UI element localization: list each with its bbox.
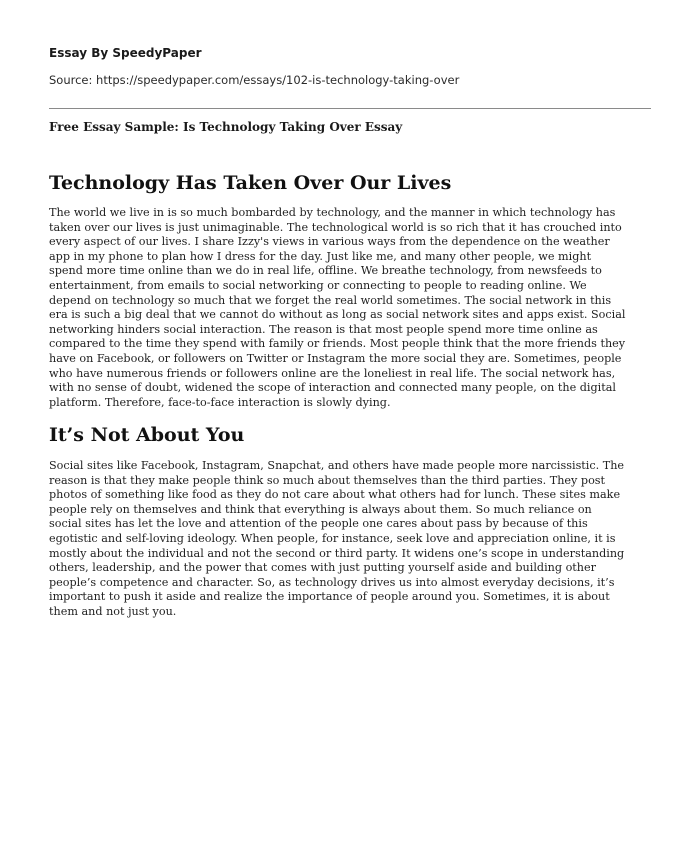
paragraph-line: them and not just you. xyxy=(49,604,177,618)
paragraph-line: compared to the time they spend with family or friends. Most people think that the more friends they xyxy=(49,337,626,351)
paragraph-line: with no sense of doubt, widened the scope of interaction and connected many people, on the digital xyxy=(49,381,616,395)
paragraph-line: who have numerous friends or followers online are the loneliest in real life. The social network has, xyxy=(49,366,616,380)
section-paragraph-not-about-you xyxy=(49,459,655,620)
paragraph-line: every aspect of our lives. I share Izzy's views in various ways from the dependence on the weather xyxy=(49,235,610,249)
paragraph-line: others, leadership, and the power that comes with just putting yourself aside and building other xyxy=(49,561,596,575)
paragraph-line: mostly about the individual and not the second or third party. It widens one’s scope in understanding xyxy=(49,546,625,560)
paragraph-line: taken over our lives is just unimaginable. The technological world is so rich that it has crouched into xyxy=(49,220,622,234)
paragraph-line: reason is that they make people think so much about themselves than the third parties. They post xyxy=(49,473,606,487)
paragraph-line: app in my phone to plan how I dress for the day. Just like me, and many other people, we might xyxy=(49,249,592,263)
paragraph-line: depend on technology so much that we forget the real world sometimes. The social network in this xyxy=(49,293,612,307)
paragraph-line: The world we live in is so much bombarded by technology, and the manner in which technology has xyxy=(49,206,616,219)
paragraph-line: networking hinders social interaction. The reason is that most people spend more time online as xyxy=(49,322,598,336)
sample-title: Free Essay Sample: Is Technology Taking Over Essay xyxy=(49,120,403,134)
paragraph-line: Social sites like Facebook, Instagram, Snapchat, and others have made people more narcissistic. The xyxy=(49,459,625,472)
paragraph-line: people rely on themselves and think that everything is always about them. So much reliance on xyxy=(49,502,592,516)
section-paragraph-technology xyxy=(49,206,655,410)
essay-source-link[interactable]: Source: https://speedypaper.com/essays/102-is-technology-taking-over xyxy=(49,73,460,87)
paragraph-line: spend more time online than we do in real life, offline. We breathe technology, from newsfeeds to xyxy=(49,264,602,278)
paragraph-line: people’s competence and character. So, as technology drives us into almost everyday decisions, it’s xyxy=(49,575,615,589)
header-divider xyxy=(49,108,651,109)
paragraph-line: entertainment, from emails to social networking or connecting to people to reading online. We xyxy=(49,278,587,292)
paragraph-line: era is such a big deal that we cannot do without as long as social network sites and apps exist. Social xyxy=(49,308,626,322)
paragraph-line: egotistic and self-loving ideology. When people, for instance, seek love and appreciation online, it is xyxy=(49,531,616,545)
paragraph-line: social sites has let the love and attention of the people one cares about pass by because of this xyxy=(49,517,588,531)
section-heading-technology: Technology Has Taken Over Our Lives xyxy=(49,172,452,194)
paragraph-line: important to push it aside and realize the importance of people around you. Sometimes, it is about xyxy=(49,590,610,604)
section-heading-not-about-you: It’s Not About You xyxy=(49,424,245,446)
essay-author: Essay By SpeedyPaper xyxy=(49,46,202,60)
paragraph-line: platform. Therefore, face-to-face interaction is slowly dying. xyxy=(49,395,391,409)
paragraph-line: photos of something like food as they do not care about what others had for lunch. These sites make xyxy=(49,488,621,502)
paragraph-line: have on Facebook, or followers on Twitter or Instagram the more social they are. Sometimes, people xyxy=(49,351,622,365)
